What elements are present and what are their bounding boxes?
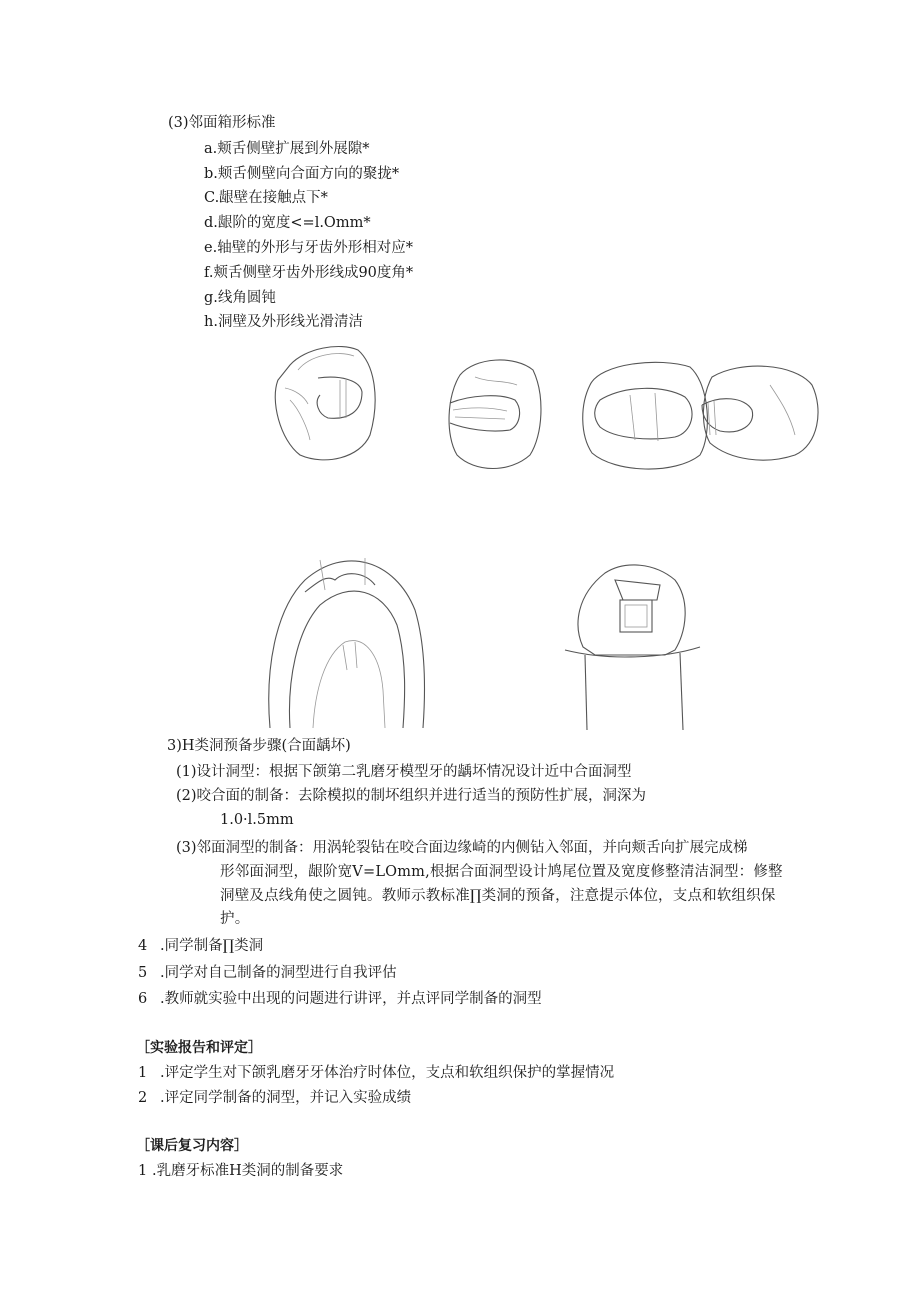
step-1: (1)设计洞型：根据下颌第二乳磨牙模型牙的龋坏情况设计近中合面洞型 [176,764,632,780]
criteria-item-f: f.颊舌侧壁牙齿外形线成90度角* [204,265,414,281]
numbered-item-5-num: 5 [138,965,148,981]
report-heading: ［实验报告和评定］ [136,1040,262,1056]
criteria-item-d: d.龈阶的宽度<=l.Omm* [204,215,371,231]
criteria-item-a: a.颊舌侧壁扩展到外展隙* [204,141,370,157]
numbered-item-6-num: 6 [138,991,148,1007]
numbered-item-4-text: .同学制备∏类洞 [160,938,264,954]
tooth-occlusal-drawing-1 [270,340,385,468]
criteria-item-b: b.颊舌侧壁向合面方向的聚拢* [204,166,400,182]
steps-title: 3)H类洞预备步骤(合面龋坏) [167,738,351,754]
tooth-crown-cavity-drawing [565,555,700,730]
tooth-occlusal-drawing-2 [445,355,545,473]
step-2-continued: 1.0·l.5mm [220,812,294,828]
report-item-1-num: 1 [138,1065,148,1081]
review-item-1-num: 1 [138,1163,148,1179]
numbered-item-4-num: 4 [138,938,148,954]
step-3-first-line: (3)邻面洞型的制备：用涡轮裂钻在咬合面边缘崎的内侧钻入邻面，并向颊舌向扩展完成梯 [176,840,748,856]
review-item-1-text: .乳磨牙标准H类洞的制备要求 [152,1163,344,1179]
criteria-item-c: C.龈壁在接触点下* [204,190,328,206]
review-heading: ［课后复习内容］ [136,1138,248,1154]
numbered-item-5-text: .同学对自己制备的洞型进行自我评估 [160,965,397,981]
dental-arch-drawing [265,550,430,728]
step-2: (2)咬合面的制备：去除模拟的制坏组织并进行适当的预防性扩展，洞深为 [176,788,647,804]
criteria-item-h: h.洞壁及外形线光滑清洁 [204,314,363,330]
report-item-1-text: .评定学生对下颌乳磨牙牙体治疗时体位，支点和软组织保护的掌握情况 [160,1065,615,1081]
step-3-rest: 形邻面洞型，龈阶宽V=LOmm,根据合面洞型设计鸠尾位置及宽度修整清洁洞型：修整洞壁及点线角使之圆钝。教师示教标准∏类洞的预备，注意提示体位，支点和软组织保护。 [220,864,783,927]
criteria-item-e: e.轴壁的外形与牙齿外形相对应* [204,240,413,256]
criteria-item-g: g.线角圆钝 [204,290,276,306]
report-item-2-num: 2 [138,1090,148,1106]
numbered-item-6-text: .教师就实验中出现的问题进行讲评，并点评同学制备的洞型 [160,991,542,1007]
section-title: (3)邻面箱形标准 [168,115,276,131]
report-item-2-text: .评定同学制备的洞型，并记入实验成绩 [160,1090,412,1106]
tooth-occlusal-drawing-pair [580,355,825,477]
